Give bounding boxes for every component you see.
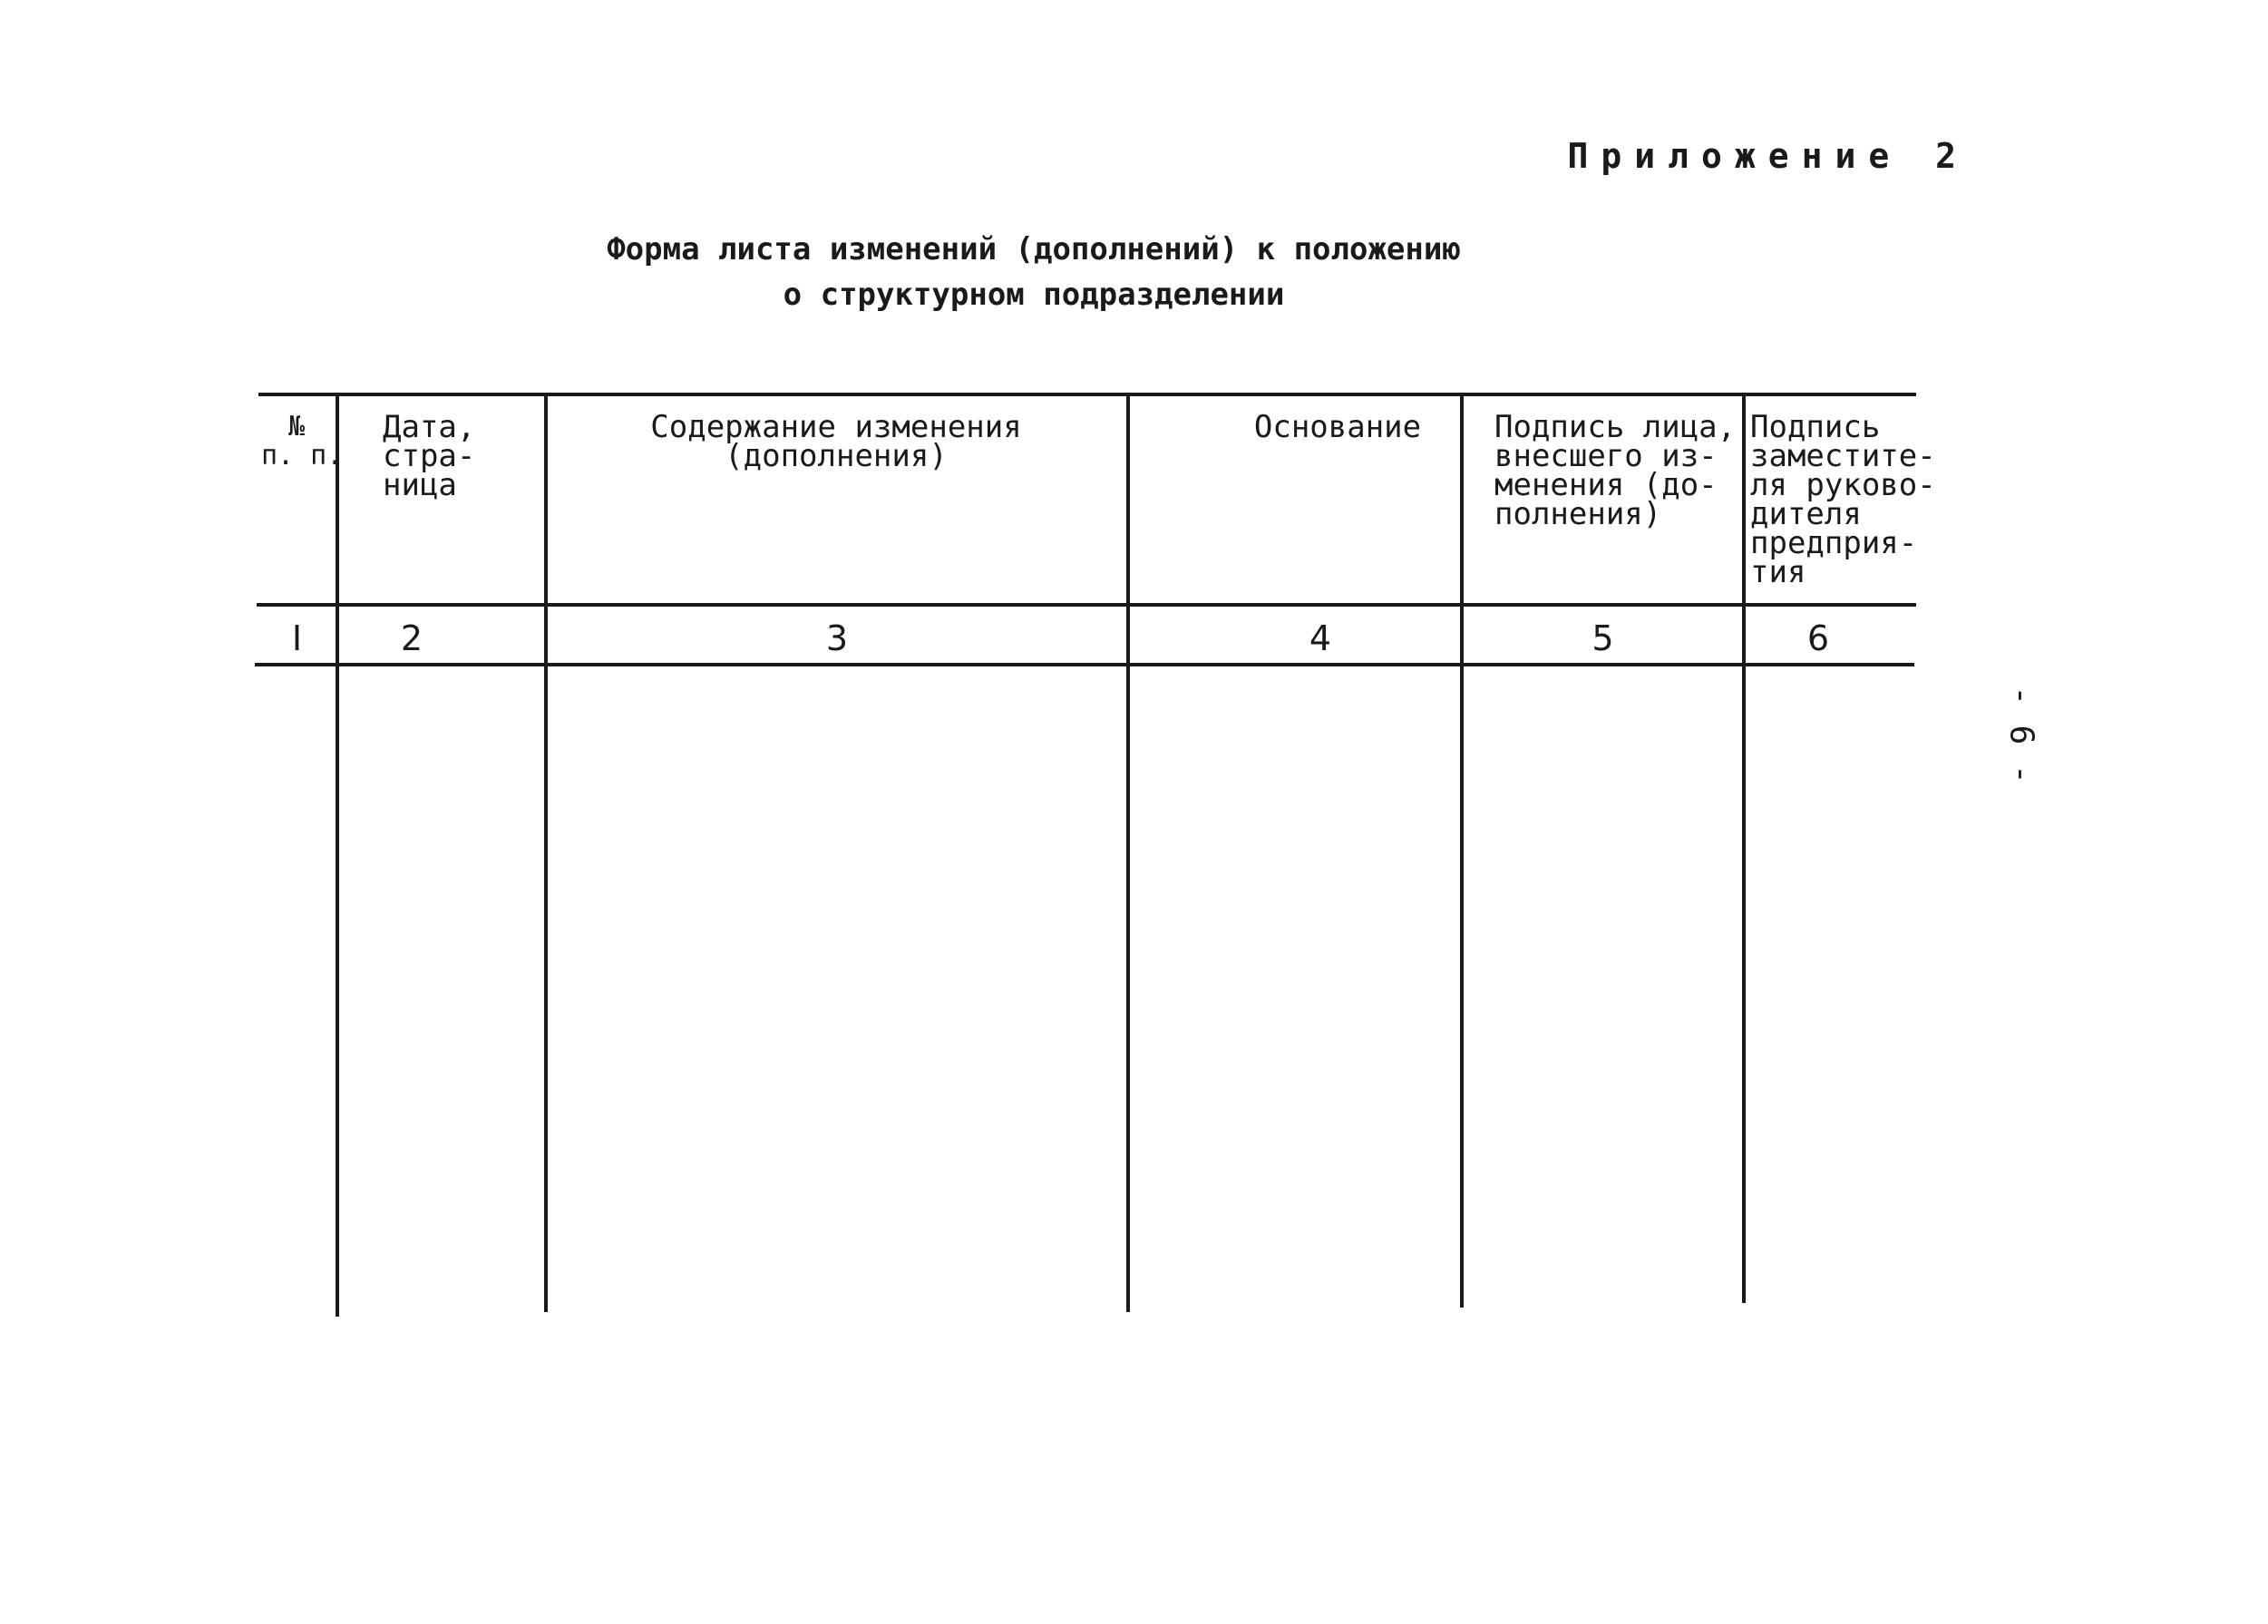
column-number-1: I: [291, 618, 303, 658]
column-number-5: 5: [1591, 618, 1614, 658]
column-number-2: 2: [400, 618, 423, 658]
header-cell-signature-deputy: Подпись заместите- ля руково- дителя предприя- тия: [1750, 409, 1936, 590]
column-divider-5: [1742, 396, 1746, 1303]
header-cell-change-content: Содержание изменения (дополнения): [650, 409, 1022, 474]
page-number: - 6 -: [2002, 686, 2040, 784]
column-number-3: 3: [825, 618, 849, 658]
header-cell-basis: Основание: [1253, 409, 1422, 445]
column-number-4: 4: [1309, 618, 1332, 658]
column-divider-4: [1460, 396, 1464, 1308]
column-number-6: 6: [1806, 618, 1830, 658]
table-number-row-rule: [255, 663, 1914, 666]
appendix-label: Приложение 2: [1567, 136, 1969, 176]
table-header-rule: [257, 603, 1916, 607]
header-cell-date-page: Дата, стра- ница: [383, 409, 476, 503]
header-cell-signature-author: Подпись лица, внесшего из- менения (до- полнения): [1494, 409, 1737, 532]
document-title-line-1: Форма листа изменений (дополнений) к положению: [607, 231, 1461, 267]
document-title-line-2: о структурном подразделении: [783, 277, 1285, 313]
column-divider-3: [1126, 396, 1130, 1312]
column-divider-1: [336, 396, 339, 1317]
header-cell-number: № п. п.: [261, 411, 344, 472]
table-top-rule: [258, 393, 1916, 396]
column-divider-2: [544, 396, 548, 1312]
